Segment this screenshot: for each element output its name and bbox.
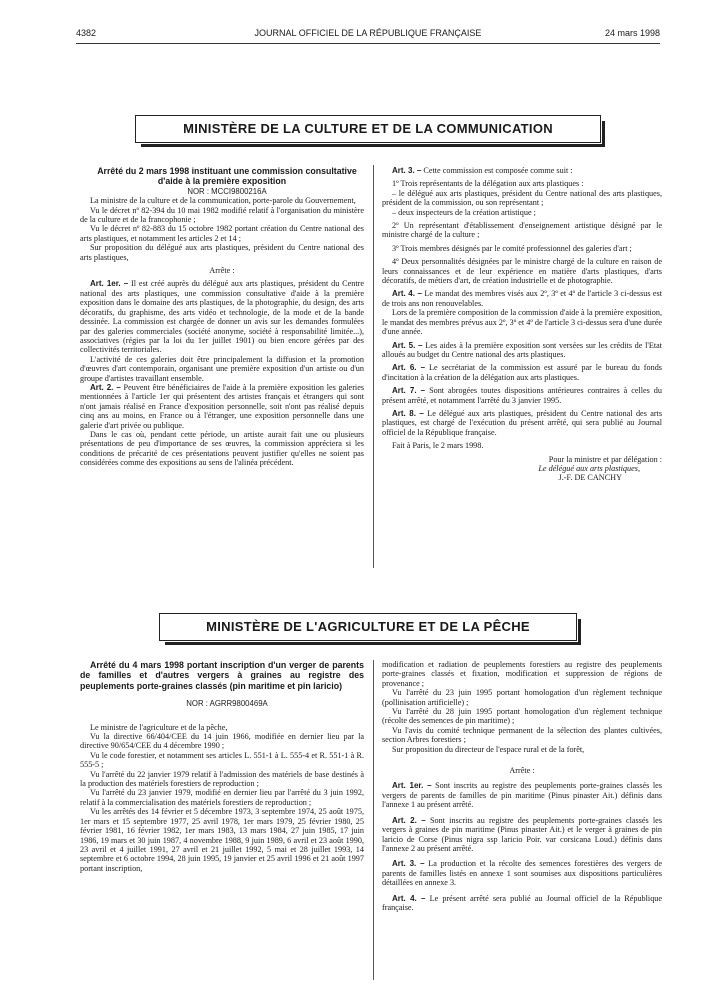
page-number: 4382: [76, 28, 97, 38]
column-divider: [373, 660, 374, 980]
article: [382, 341, 662, 360]
article: [382, 859, 662, 887]
paragraph: Vu l'arrêté du 23 juin 1995 portant homologation d'un règlement technique (pollinisation artificielle) ;: [382, 688, 662, 707]
culture-right-column: [382, 166, 662, 483]
article-text: Cette commission est composée comme suit :: [423, 166, 573, 175]
article: [80, 383, 364, 430]
paragraph: – deux inspecteurs de la création artistique ;: [392, 207, 536, 217]
article: [382, 781, 662, 809]
article-label: Art. 3. –: [392, 166, 422, 175]
decree-nor: NOR : MCCI9800216A: [187, 186, 267, 196]
paragraph: Vu les arrêtés des 14 février et 5 décembre 1973, 3 septembre 1974, 25 août 1975, 1er mars et 15 septembre 1977, 25 avril 1978, 1er mars 1979, 25 février 1980, 25 février 1981, 16 février 1982, 1er mars 1983, 13 mars 1984, 27 juin 1985, 17 juin 1986, 19 mars et 30 juin 1987, 4 novembre 1988, 9 juin 1989, 6 avril et 23 août 1990, 23 avril et 4 juillet 1991, 27 avril et 21 juillet 1992, 5 mai et 28 juillet 1993, 14 septembre et 6 octobre 1994, 28 juin 1995, 19 janvier et 25 avril 1996 et 21 août 1997 portant inscription,: [80, 807, 364, 873]
article: [382, 816, 662, 854]
ministry-agriculture-title: MINISTÈRE DE L'AGRICULTURE ET DE LA PÊCHE: [206, 619, 530, 634]
paragraph: – le délégué aux arts plastiques, président du Centre national des arts plastiques, président de la commission, ou son représentant ;: [382, 188, 662, 208]
agriculture-left-column: [80, 660, 364, 873]
signature-name: J.-F. DE CANCHY: [558, 473, 622, 483]
article-text: Il est créé auprès du délégué aux arts plastiques, président du Centre national des arts plastiques, une commission consultative d'aide à la première exposition dans le domaine des arts plastiques, de la photographie, du design, des arts décoratifs, du graphisme, des arts vidéo et technologie, de la mode et de la bande dessinée. La commission est chargée de donner un avis sur les demandes formulées par des galeries commerciales (société anonyme, société à responsabilité limitée...), associatives (régies par la loi du 1er juillet 1901) ou bien encore gérées par des collectivités territoriales.: [80, 279, 365, 355]
page-header: [76, 28, 660, 42]
article-text: Le secrétariat de la commission est assuré par le bureau du fonds d'incitation à la création de la délégation aux arts plastiques.: [382, 363, 662, 382]
article-label: Art. 8. –: [392, 408, 424, 418]
article-label: Art. 1er. –: [90, 279, 129, 289]
ministry-culture-heading: [135, 115, 601, 143]
article-text: Sont inscrits au registre des peuplements porte-graines classés les vergers de parents de familles de pin maritime (Pinus pinaster Ait.) définis dans l'annexe 1 au présent arrêté.: [382, 781, 662, 810]
ministry-culture-title: MINISTÈRE DE LA CULTURE ET DE LA COMMUNICATION: [183, 121, 553, 136]
signature-delegation: Pour la ministre et par délégation :: [548, 454, 662, 464]
article-text: Peuvent être bénéficiaires de l'aide à la première exposition les galeries mentionnées à l'article 1er qui présentent des artistes français et étrangers qui sont n'ont jamais réalisé en France d'exposition personnelle, soit n'ont pas réalisé depuis cinq ans au moins, en France ou à l'étranger, une exposition personnelle dans une galerie d'art privée ou publique.: [80, 382, 365, 430]
article-label: Art. 4. –: [392, 289, 422, 299]
article-label: Art. 2. –: [392, 815, 426, 825]
culture-left-column: [80, 166, 364, 468]
paragraph: modification et radiation de peuplements forestiers au registre des peuplements porte-graines classés et fixation, modification et suppression de régions de provenance ;: [382, 660, 662, 688]
decree-nor: NOR : AGRR9800469A: [186, 699, 268, 709]
paragraph: Vu le code forestier, et notamment ses articles L. 551-1 à L. 555-4 et R. 551-1 à R. 555-5 ;: [80, 750, 364, 770]
article-label: Art. 6. –: [392, 363, 426, 373]
signature-place-date: Fait à Paris, le 2 mars 1998.: [392, 441, 484, 451]
article: [382, 894, 662, 913]
agriculture-right-column: [382, 660, 662, 912]
ministry-agriculture-heading: [159, 613, 577, 641]
article-text: Le présent arrêté sera publié au Journal officiel de la République française.: [382, 893, 663, 912]
article-label: Art. 3. –: [392, 859, 425, 869]
article-text: Le mandat des membres visés aux 2º, 3º et 4º de l'article 3 ci-dessus est de trois ans non renouvelables.: [382, 289, 663, 308]
column-divider: [373, 165, 374, 568]
paragraph: Sur proposition du délégué aux arts plastiques, président du Centre national des arts plastiques,: [80, 243, 364, 262]
article: [80, 279, 364, 354]
paragraph: Lors de la première composition de la commission d'aide à la première exposition, le mandat des membres prévus aux 2º, 3º et 4º de l'article 3 ci-dessus sera d'une durée d'une année.: [382, 308, 662, 337]
journal-title: JOURNAL OFFICIEL DE LA RÉPUBLIQUE FRANÇAISE: [254, 28, 482, 38]
paragraph: Vu la directive 66/404/CEE du 14 juin 1966, modifiée en dernier lieu par la directive 90/654/CEE du 4 décembre 1990 ;: [80, 732, 364, 751]
article: [382, 166, 662, 175]
paragraph: Le ministre de l'agriculture et de la pêche,: [90, 722, 228, 732]
signature-role: Le délégué aux arts plastiques,: [538, 463, 640, 473]
issue-date: 24 mars 1998: [604, 28, 660, 38]
paragraph: 2º Un représentant d'établissement d'enseignement artistique désigné par le ministre chargé de la culture ;: [382, 221, 662, 240]
article-label: Art. 5. –: [392, 340, 423, 350]
decree-title: Arrêté du 4 mars 1998 portant inscription d'un verger de parents de familles et d'autres vergers à graines au registre des peuplements porte-graines classés (pin maritime et pin laricio): [80, 660, 364, 691]
article: [382, 289, 662, 308]
arrete-line: Arrête :: [509, 766, 535, 776]
paragraph: Vu l'avis du comité technique permanent de la sélection des plantes cultivées, section Arbres forestiers ;: [382, 725, 662, 745]
paragraph: Vu l'arrêté du 23 janvier 1979, modifié en dernier lieu par l'arrêté du 3 juin 1992, relatif à la commercialisation des matériels forestiers de reproduction ;: [80, 788, 364, 807]
article-label: Art. 4. –: [392, 893, 426, 903]
paragraph: 3º Trois membres désignés par le comité professionnel des galeries d'art ;: [392, 243, 632, 253]
paragraph: Vu l'arrêté du 28 juin 1995 portant homologation d'un règlement technique (récolte des semences de pin maritime) ;: [382, 707, 662, 726]
paragraph: La ministre de la culture et de la communication, porte-parole du Gouvernement,: [90, 196, 356, 206]
article: [382, 386, 662, 405]
article-text: Sont abrogées toutes dispositions antérieures contraires à celles du présent arrêté, et notamment l'arrêté du 3 janvier 1995.: [382, 386, 662, 405]
paragraph: 1º Trois représentants de la délégation aux arts plastiques :: [392, 179, 584, 189]
decree-title: Arrêté du 2 mars 1998 instituant une commission consultative d'aide à la première exposition: [97, 166, 357, 187]
paragraph: Vu le décret nº 82-394 du 10 mai 1982 modifié relatif à l'organisation du ministère de la culture et de la francophonie ;: [80, 205, 364, 225]
article: [382, 409, 662, 437]
arrete-line: Arrête :: [209, 266, 235, 276]
article-text: La production et la récolte des semences forestières des vergers de parents de familles listés en annexe 1 sont soumises aux dispositions particulières détaillées en annexe 3.: [382, 859, 663, 888]
article: [382, 363, 662, 382]
paragraph: Vu le décret nº 82-883 du 15 octobre 1982 portant création du Centre national des arts plastiques, et notamment les articles 2 et 14 ;: [80, 224, 364, 243]
article-label: Art. 2. –: [90, 382, 121, 392]
article-text: Les aides à la première exposition sont versées sur les crédits de l'Etat alloués au budget du Centre national des arts plastiques.: [382, 340, 663, 359]
article-label: Art. 7. –: [392, 386, 426, 396]
article-text: Sont inscrits au registre des peuplements porte-graines classés les vergers à graines de pin maritime (Pinus pinaster Ait.) et le verger à graines de pin laricio de Corse (Pinus nigra ssp laricio Poir. var corsicana Loud.) définis dans l'annexe 2 au présent arrêté.: [382, 815, 663, 853]
paragraph: Sur proposition du directeur de l'espace rural et de la forêt,: [392, 744, 585, 754]
article-label: Art. 1er. –: [392, 781, 432, 791]
paragraph: L'activité de ces galeries doit être principalement la diffusion et la promotion d'œuvres d'art contemporain, organisant une première exposition d'un artiste ou d'un groupe d'artistes travaillant ensemble.: [80, 354, 364, 383]
header-rule: [76, 43, 660, 44]
article-text: Le délégué aux arts plastiques, président du Centre national des arts plastiques, est chargé de l'exécution du présent arrêté, qui sera publié au Journal officiel de la République française.: [382, 408, 663, 437]
paragraph: Vu l'arrêté du 22 janvier 1979 relatif à l'admission des matériels de base destinés à la production des matériels forestiers de reproduction ;: [80, 769, 364, 789]
paragraph: Dans le cas où, pendant cette période, un artiste aurait fait une ou plusieurs présentations de peu d'importance de ses œuvres, la commission appréciera si les conditions de précarité de ces présentations peuvent justifier qu'elles ne soient pas considérées comme des expositions au sens de l'alinéa précédent.: [80, 429, 364, 468]
paragraph: 4º Deux personnalités désignées par le ministre chargé de la culture en raison de leurs connaissances et de leur expérience en matière d'arts plastiques, d'arts décoratifs, de métiers d'art, de création industrielle et de photographie.: [382, 257, 662, 286]
